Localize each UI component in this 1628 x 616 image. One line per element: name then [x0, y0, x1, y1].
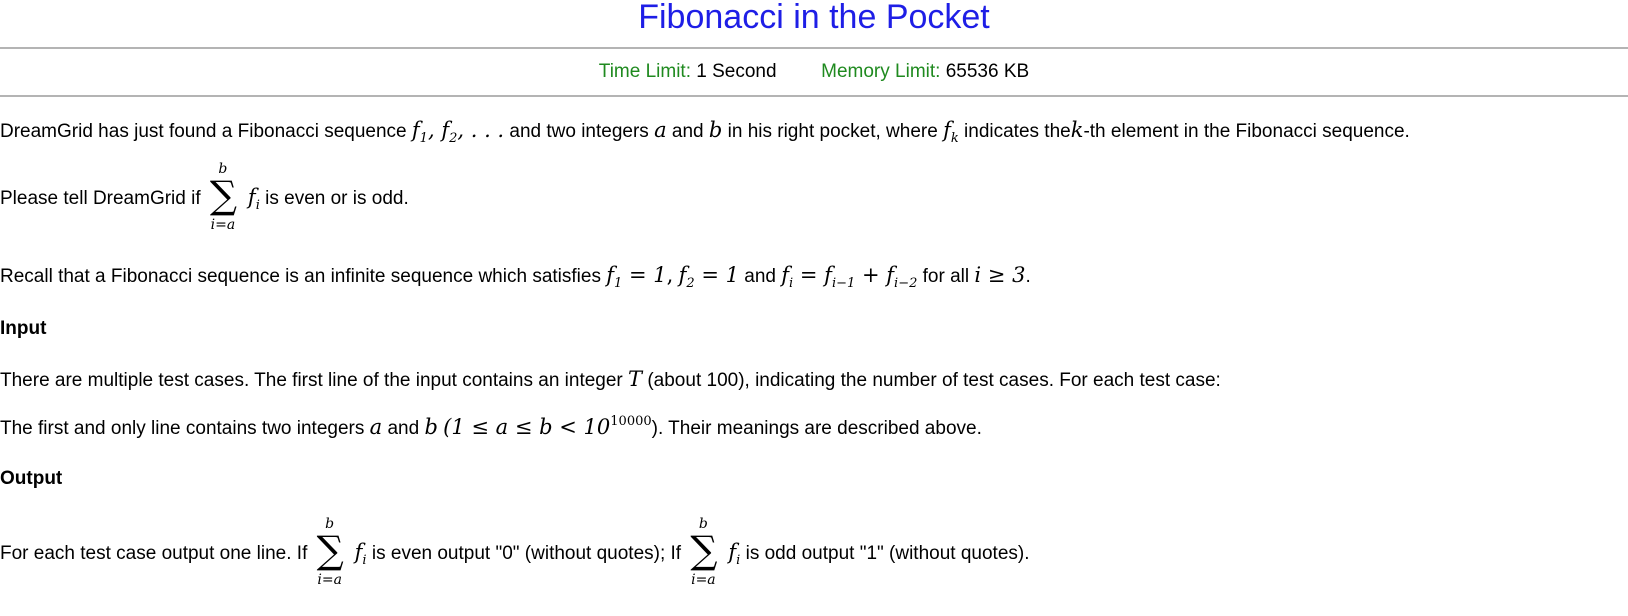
- statement-paragraph-2: [0, 161, 409, 233]
- statement-paragraph-3: Recall that a Fibonacci sequence is an infinite sequence which satisfies $f_1 = 1$, $f_2 = 1$ and $f_i = f_{i-1} + f_{i-2}$ for all i ≥ 3.: [0, 263, 1031, 291]
- summation-symbol: b ∑ i=a: [316, 516, 344, 588]
- output-text: For each test case output one line. If: [0, 543, 308, 565]
- statement-text: for all: [922, 266, 970, 287]
- bottom-divider: [0, 95, 1628, 97]
- top-divider: [0, 47, 1628, 49]
- statement-text: indicates the: [964, 121, 1071, 142]
- statement-text: DreamGrid has just found a Fibonacci sequence: [0, 121, 407, 142]
- input-paragraph-2: [0, 414, 982, 440]
- math-range: ($1 \le a \le b < 10^{10000}$: [443, 414, 652, 439]
- statement-text: and: [671, 121, 704, 142]
- math-f1: $f_1 = 1$: [606, 263, 667, 291]
- statement-text: in his right pocket, where: [727, 121, 938, 142]
- input-text: (about 100), indicating the number of test cases. For each test case:: [647, 370, 1221, 391]
- math-b: b: [708, 118, 723, 142]
- math-k: k: [1070, 118, 1084, 142]
- math-T: T: [628, 367, 643, 391]
- statement-text: -th element in the Fibonacci sequence.: [1083, 121, 1410, 142]
- input-text: There are multiple test cases. The first line of the input contains an integer: [0, 370, 623, 391]
- math-condition: i ≥ 3: [974, 263, 1026, 287]
- input-heading: Input: [0, 318, 47, 339]
- time-limit-label: Time Limit:: [598, 61, 691, 82]
- output-paragraph-1: [0, 516, 1030, 588]
- statement-paragraph-1: [0, 118, 1410, 146]
- math-a: a: [369, 415, 383, 439]
- memory-limit-label: Memory Limit:: [821, 61, 941, 82]
- math-b: b: [424, 415, 438, 439]
- math-recurrence: $f_i = f_{i-1} + f_{i-2}$: [781, 263, 918, 291]
- statement-text: Please tell DreamGrid if: [0, 188, 201, 210]
- math-fi: $f_i$: [728, 540, 741, 569]
- input-text: and: [387, 418, 420, 439]
- statement-text: Recall that a Fibonacci sequence is an infinite sequence which satisfies: [0, 266, 601, 287]
- input-paragraph-1: [0, 367, 1221, 392]
- summation-symbol: b ∑ i=a: [209, 161, 238, 233]
- time-limit-value: 1 Second: [696, 61, 777, 82]
- math-a: a: [654, 118, 667, 142]
- memory-limit-value: 65536 KB: [945, 61, 1030, 82]
- math-fi: $f_i$: [247, 185, 260, 214]
- math-sequence: $f_1$, $f_2$, . . .: [411, 118, 505, 146]
- output-heading: Output: [0, 468, 63, 489]
- math-fk: $f_k$: [943, 118, 959, 146]
- statement-text: is even or is odd.: [265, 188, 409, 210]
- limits-bar: [0, 61, 1628, 83]
- math-fi: $f_i$: [354, 540, 367, 569]
- page-title: Fibonacci in the Pocket: [638, 0, 990, 36]
- output-text: is even output "0" (without quotes); If: [371, 543, 682, 565]
- summation-symbol: b ∑ i=a: [690, 516, 718, 588]
- output-text: is odd output "1" (without quotes).: [745, 543, 1030, 565]
- input-text: The first and only line contains two integers: [0, 418, 365, 439]
- input-text: ). Their meanings are described above.: [651, 418, 982, 439]
- math-f2: $f_2 = 1$: [678, 263, 739, 291]
- statement-text: and two integers: [509, 121, 649, 142]
- statement-text: and: [744, 266, 776, 287]
